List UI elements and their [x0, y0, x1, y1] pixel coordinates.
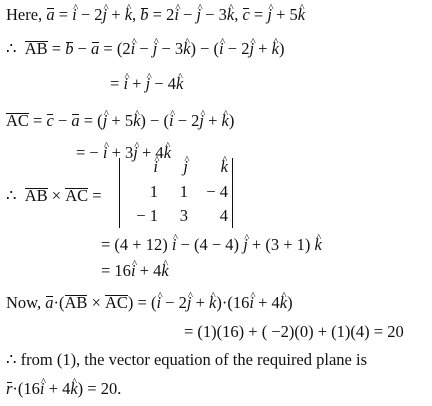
ab-computation-line: ∴ AB = b − a = (2^ i − ^ j − 3^ k) − (^ i − 2^ j + ^ k)	[6, 39, 284, 59]
ac-computation-line: AC = c − a = (^ j + 5^ k) − (^ i − 2^ j + ^ k)	[6, 111, 234, 131]
given-vectors-line: Here, a = ^ i − 2^ j + ^ k, b = 2^ i − ^ j − 3^ k, c = ^ j + 5^ k	[6, 5, 305, 25]
now-label: Now,	[6, 293, 42, 312]
ac-vector-label: AC	[6, 111, 29, 130]
expansion-line: = (4 + 12) ^ i − (4 − 4) ^ j + (3 + 1) ^ k	[101, 235, 322, 255]
ac-result-line: = − ^ i + 3^ j + 4^ k	[76, 143, 171, 163]
cross-result-line: = 16^ i + 4^ k	[101, 261, 169, 281]
ab-result-line: = ^ i + ^ j − 4^ k	[110, 74, 183, 94]
plane-equation: r·(16^ i + 4^ k) = 20.	[6, 379, 121, 399]
dot-product-line: Now, a·(AB × AC) = (^ i − 2^ j + ^ k)·(16^ i + 4^ k)	[6, 293, 293, 313]
determinant-matrix: ^ i ^ j ^ k 1 1 − 4 − 1 3 4	[119, 158, 233, 228]
cross-product-label: ∴ AB × AC =	[6, 186, 102, 205]
conclusion-text: ∴ from (1), the vector equation of the required plane is	[6, 350, 367, 369]
dot-result-line: = (1)(16) + ( −2)(0) + (1)(4) = 20	[184, 322, 404, 341]
therefore-symbol: ∴	[6, 39, 17, 58]
ab-vector-label: AB	[24, 39, 48, 58]
here-label: Here,	[6, 5, 43, 24]
